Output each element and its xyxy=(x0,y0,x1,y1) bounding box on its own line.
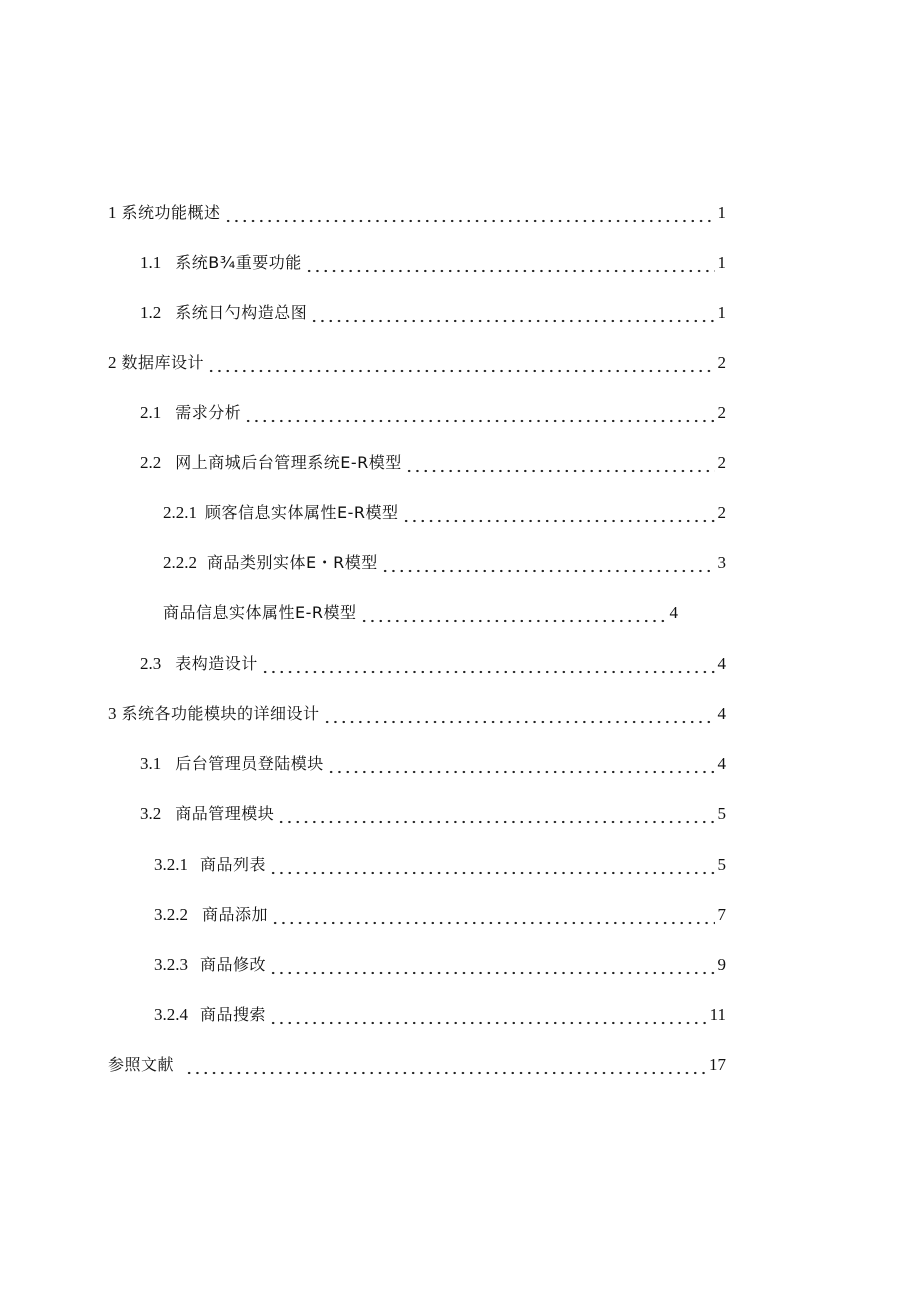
dot-leader xyxy=(269,854,714,876)
dot-leader xyxy=(402,502,715,524)
toc-entry-title: 后台管理员登陆模块 xyxy=(175,754,324,773)
toc-entry-title: 数据库设计 xyxy=(121,353,205,372)
dot-leader xyxy=(360,602,667,624)
toc-entry[interactable] xyxy=(140,645,726,675)
toc-entry-page: 4 xyxy=(717,654,726,673)
toc-entry-title: 系统功能概述 xyxy=(121,203,221,222)
toc-entry-page: 9 xyxy=(717,955,726,974)
toc-entry-title: 系统日勺构造总图 xyxy=(175,303,308,322)
toc-entry[interactable] xyxy=(154,996,726,1026)
dot-leader xyxy=(310,302,714,324)
toc-entry-page: 1 xyxy=(717,303,726,322)
toc-entry[interactable] xyxy=(108,1046,726,1076)
toc-entry-number: 3.2.3 xyxy=(154,955,188,974)
toc-entry-number: 1.1 xyxy=(140,253,162,272)
toc-entry-number: 3.2.2 xyxy=(154,905,188,924)
toc-entry-number: 3.2.4 xyxy=(154,1005,188,1024)
dot-leader xyxy=(244,402,714,424)
toc-entry[interactable] xyxy=(140,244,726,274)
toc-entry-number: 2.1 xyxy=(140,403,162,422)
dot-leader xyxy=(261,653,715,675)
toc-entry-page: 4 xyxy=(717,704,726,723)
toc-entry-title: 商品列表 xyxy=(200,855,267,874)
toc-entry-page: 2 xyxy=(717,453,726,472)
toc-entry-page: 1 xyxy=(717,253,726,272)
toc-entry-page: 7 xyxy=(717,905,726,924)
toc-entry-title: 系统各功能模块的详细设计 xyxy=(121,704,320,723)
toc-entry-number: 2 xyxy=(108,353,117,372)
toc-entry-page: 17 xyxy=(709,1055,726,1074)
toc-entry[interactable] xyxy=(140,745,726,775)
toc-entry[interactable] xyxy=(140,394,726,424)
dot-leader xyxy=(405,452,715,474)
toc-entry-number: 2.2.1 xyxy=(163,503,197,522)
toc-entry[interactable] xyxy=(108,344,726,374)
toc-entry-number: 2.2.2 xyxy=(163,553,197,572)
dot-leader xyxy=(277,803,714,825)
toc-entry-number: 1.2 xyxy=(140,303,162,322)
dot-leader xyxy=(327,753,715,775)
toc-entry[interactable] xyxy=(108,194,726,224)
toc-entry-number: 1 xyxy=(108,203,117,222)
toc-entry-title: 商品修改 xyxy=(200,955,267,974)
toc-entry-title: 商品信息实体属性E-R模型 xyxy=(163,603,357,622)
toc-entry-number: 3.2.1 xyxy=(154,855,188,874)
toc-entry[interactable] xyxy=(163,544,726,574)
toc-entry-number: 2.2 xyxy=(140,453,162,472)
dot-leader xyxy=(224,202,715,224)
toc-entry[interactable] xyxy=(163,494,726,524)
toc-entry-title: 参照文献 xyxy=(108,1055,175,1074)
toc-entry[interactable] xyxy=(140,444,726,474)
toc-entry[interactable] xyxy=(154,896,726,926)
toc-entry[interactable] xyxy=(154,846,726,876)
toc-entry[interactable] xyxy=(154,946,726,976)
toc-entry-page: 2 xyxy=(717,403,726,422)
toc-entry-page: 1 xyxy=(717,203,726,222)
toc-entry-title: 商品搜索 xyxy=(200,1005,267,1024)
toc-entry-title: 网上商城后台管理系统E-R模型 xyxy=(175,453,402,472)
dot-leader xyxy=(271,904,714,926)
dot-leader xyxy=(381,552,715,574)
toc-entry[interactable] xyxy=(140,795,726,825)
toc-entry-page: 11 xyxy=(709,1005,726,1024)
toc-entry-number: 3.1 xyxy=(140,754,162,773)
toc-entry[interactable] xyxy=(140,294,726,324)
toc-entry[interactable] xyxy=(163,594,678,624)
toc-entry-title: 需求分析 xyxy=(175,403,242,422)
toc-entry-page: 4 xyxy=(717,754,726,773)
toc-entry-title: 商品类别实体E・R模型 xyxy=(207,553,378,572)
toc-entry-number: 3.2 xyxy=(140,804,162,823)
toc-entry-page: 5 xyxy=(717,804,726,823)
toc-entry-title: 系统B¾重要功能 xyxy=(175,253,302,272)
dot-leader xyxy=(185,1054,706,1076)
dot-leader xyxy=(269,1004,707,1026)
toc-entry-title: 顾客信息实体属性E-R模型 xyxy=(205,503,399,522)
toc-entry-title: 商品管理模块 xyxy=(175,804,275,823)
toc-entry-page: 4 xyxy=(669,603,678,622)
toc-entry-title: 表构造设计 xyxy=(175,654,258,673)
toc-entry[interactable] xyxy=(108,695,726,725)
dot-leader xyxy=(305,252,715,274)
toc-entry-page: 2 xyxy=(717,503,726,522)
toc-entry-page: 5 xyxy=(717,855,726,874)
toc-entry-title: 商品添加 xyxy=(202,905,269,924)
toc-entry-page: 2 xyxy=(717,353,726,372)
toc-entry-number: 2.3 xyxy=(140,654,162,673)
dot-leader xyxy=(207,352,714,374)
dot-leader xyxy=(269,954,714,976)
toc-entry-number: 3 xyxy=(108,704,117,723)
dot-leader xyxy=(323,703,715,725)
toc-entry-page: 3 xyxy=(717,553,726,572)
